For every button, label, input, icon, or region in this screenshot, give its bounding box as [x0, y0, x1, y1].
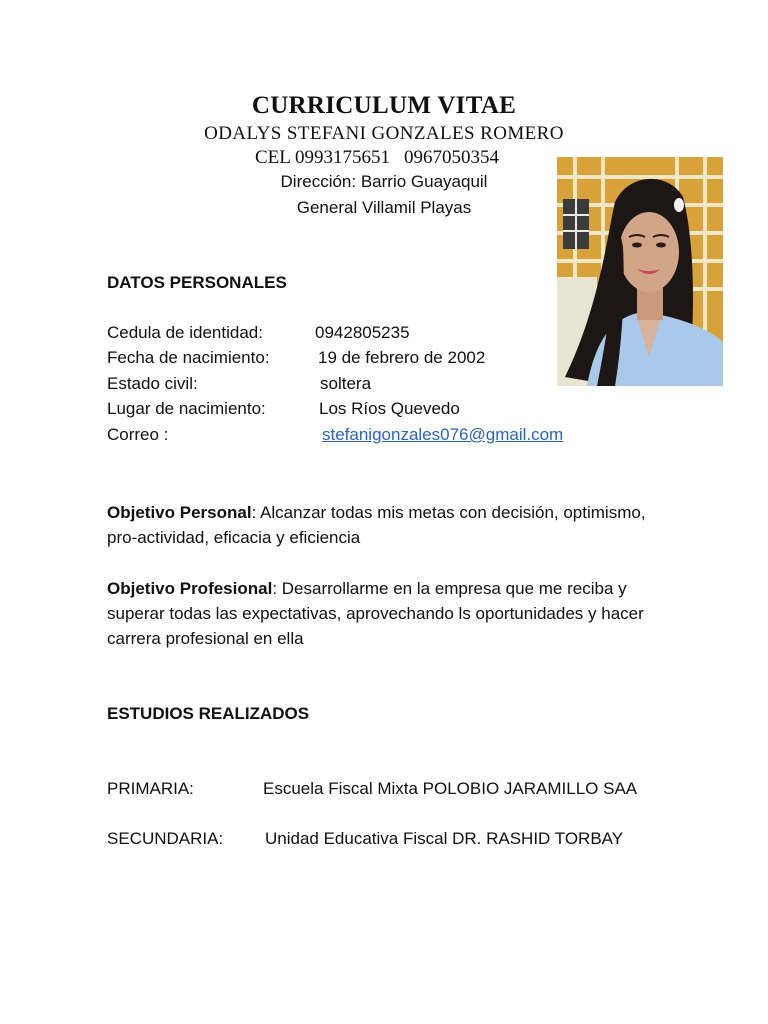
- personal-row-id: [107, 323, 263, 343]
- address-line-2: General Villamil Playas: [296, 198, 472, 217]
- candidate-name: ODALYS STEFANI GONZALES ROMERO: [204, 123, 564, 144]
- section-heading-studies: ESTUDIOS REALIZADOS: [107, 704, 310, 723]
- section-heading-personal: DATOS PERSONALES: [107, 273, 287, 292]
- personal-objective-label: Objetivo Personal: [107, 503, 252, 522]
- studies-row-secondary: [107, 829, 223, 849]
- personal-objective: [107, 500, 677, 550]
- personal-objective-text: : Alcanzar todas mis metas con decisión, optimismo, pro-actividad, eficacia y eficiencia: [107, 503, 646, 547]
- professional-objective-text: : Desarrollarme en la empresa que me reciba y superar todas las expectativas, aprovechando ls oportunidades y hacer carrera profesional en ella: [107, 579, 644, 648]
- personal-row-birthdate: [107, 348, 270, 368]
- personal-row-label: Fecha de nacimiento:: [107, 348, 270, 367]
- personal-row-birthplace: [107, 399, 266, 419]
- personal-row-value: 0942805235: [315, 323, 410, 342]
- personal-row-label: Correo :: [107, 425, 169, 444]
- document-title: CURRICULUM VITAE: [251, 92, 517, 119]
- personal-row-email: [107, 425, 168, 445]
- personal-row-value: 19 de febrero de 2002: [318, 348, 486, 367]
- studies-row-primary: [107, 779, 194, 799]
- personal-row-label: Estado civil:: [107, 374, 198, 393]
- phone-prefix: CEL: [255, 147, 291, 168]
- phone-number-1: 0993175651: [294, 147, 390, 168]
- phone-number-2: 0967050354: [403, 147, 499, 168]
- studies-row-label: SECUNDARIA:: [107, 829, 224, 848]
- personal-row-value: Los Ríos Quevedo: [319, 399, 460, 418]
- email-link[interactable]: stefanigonzales076@gmail.com: [322, 425, 564, 444]
- professional-objective-label: Objetivo Profesional: [107, 579, 273, 598]
- personal-row-civil-status: [107, 374, 198, 394]
- personal-row-value: soltera: [320, 374, 372, 393]
- personal-row-label: Cedula de identidad:: [107, 323, 263, 342]
- professional-objective: [107, 576, 677, 651]
- studies-row-value: Unidad Educativa Fiscal DR. RASHID TORBAY: [265, 829, 624, 848]
- studies-row-value: Escuela Fiscal Mixta POLOBIO JARAMILLO SAA: [263, 779, 638, 798]
- profile-photo: [557, 157, 723, 386]
- phone-line: [255, 147, 499, 169]
- personal-row-label: Lugar de nacimiento:: [107, 399, 266, 418]
- address-line-1: Dirección: Barrio Guayaquil: [280, 172, 488, 191]
- profile-photo-illustration: [557, 157, 723, 386]
- studies-row-label: PRIMARIA:: [107, 779, 194, 798]
